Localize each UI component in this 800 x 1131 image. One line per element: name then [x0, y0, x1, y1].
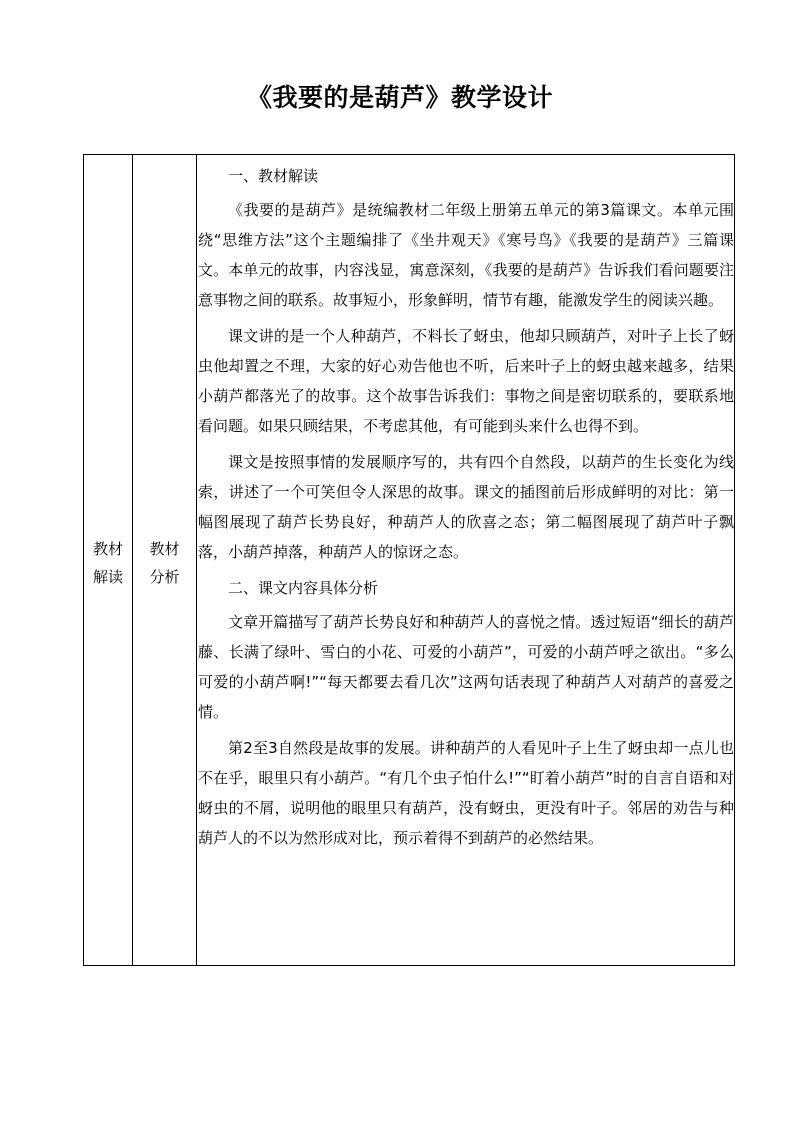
subcategory-label-line2: 分析 [149, 568, 180, 586]
paragraph: 课文讲的是一个人种葫芦，不料长了蚜虫，他却只顾葫芦，对叶子上长了蚜虫他却置之不理，大家的好心劝告他也不听，后来叶子上的蚜虫越来越多，结果小葫芦都落光了的故事。这个故事告诉我们：事物之间是密切联系的，要联系地看问题。如果只顾结果，不考虑其他，有可能到头来什么也得不到。 [198, 327, 734, 435]
paragraph: 第2至3自然段是故事的发展。讲种葫芦的人看见叶子上生了蚜虫却一点儿也不在乎，眼里只有小葫芦。“有几个虫子怕什么!”“盯着小葫芦”时的自言自语和对蚜虫的不屑，说明他的眼里只有葫芦，没有蚜虫，更没有叶子。邻居的劝告与种葫芦人的不以为然形成对比，预示着得不到葫芦的必然结果。 [198, 739, 734, 847]
subcategory-cell [133, 535, 196, 591]
section-heading: 一、教材解读 [228, 167, 319, 185]
category-label-line2: 解读 [92, 568, 123, 586]
category-label-line1: 教材 [92, 540, 123, 558]
section-heading: 二、课文内容具体分析 [228, 579, 379, 597]
paragraph: 《我要的是葫芦》是统编教材二年级上册第五单元的第3篇课文。本单元围绕“思维方法”这个主题编排了《坐井观天》《寒号鸟》《我要的是葫芦》三篇课文。本单元的故事，内容浅显，寓意深刻，《我要的是葫芦》告诉我们看问题要注意事物之间的联系。故事短小，形象鲜明，情节有趣，能激发学生的阅读兴趣。 [198, 201, 734, 309]
document-title: 《我要的是葫芦》教学设计 [246, 83, 553, 112]
paragraph: 课文是按照事情的发展顺序写的，共有四个自然段，以葫芦的生长变化为线索，讲述了一个可笑但令人深思的故事。课文的插图前后形成鲜明的对比：第一幅图展现了葫芦长势良好，种葫芦人的欣喜之态；第二幅图展现了葫芦叶子飘落，小葫芦掉落，种葫芦人的惊讶之态。 [198, 453, 734, 561]
content-cell [198, 161, 734, 859]
lesson-table [83, 154, 735, 966]
subcategory-label-line1: 教材 [149, 540, 180, 558]
table-divider [196, 155, 197, 965]
paragraph: 文章开篇描写了葫芦长势良好和种葫芦人的喜悦之情。透过短语“细长的葫芦藤、长满了绿叶、雪白的小花、可爱的小葫芦”，可爱的小葫芦呼之欲出。“多么可爱的小葫芦啊!”“每天都要去看几次”这两句话表现了种葫芦人对葫芦的喜爱之情。 [198, 613, 734, 721]
category-cell [84, 535, 132, 591]
